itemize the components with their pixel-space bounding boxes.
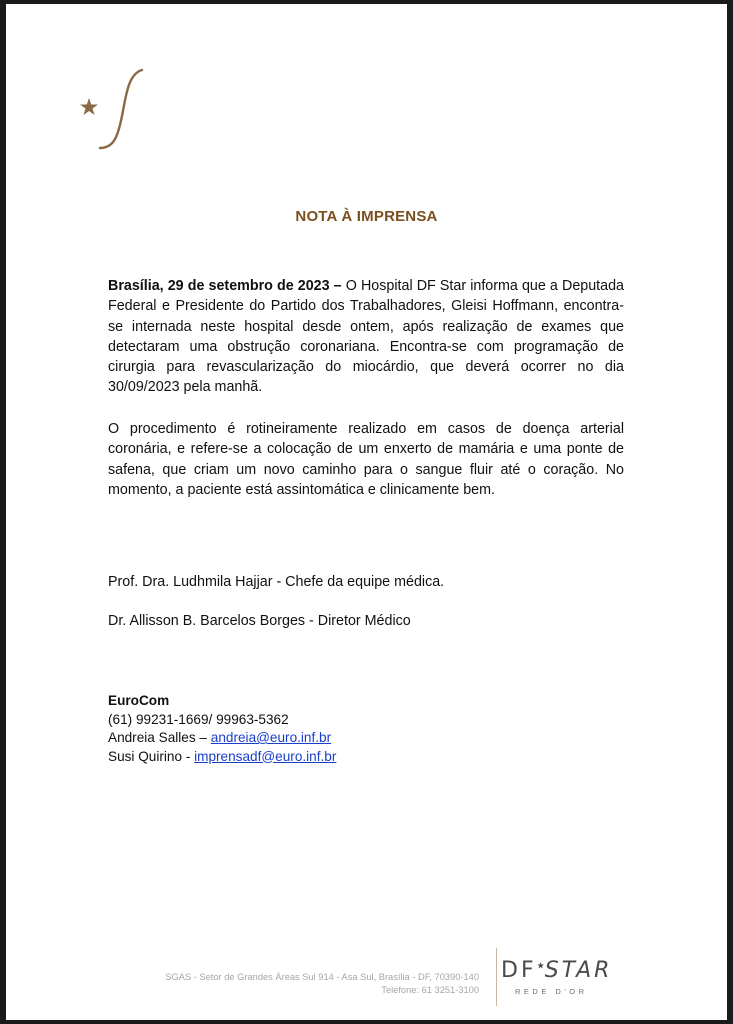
brand-wordmark bbox=[501, 958, 621, 983]
email-link-andreia[interactable]: andreia@euro.inf.br bbox=[210, 730, 332, 745]
brand-star-icon: ★ bbox=[536, 961, 545, 972]
star-integral-logo-icon bbox=[76, 66, 156, 156]
page-title: NOTA À IMPRENSA bbox=[295, 208, 438, 225]
footer-phone: Telefone: 61 3251-3100 bbox=[381, 985, 479, 995]
contact-person-1-name: Andreia Salles – bbox=[108, 730, 211, 745]
press-release-page bbox=[6, 4, 727, 1020]
contact-person-2 bbox=[108, 748, 336, 767]
intro-body: O Hospital DF Star informa que a Deputada Federal e Presidente do Partido dos Trabalhadores, Gleisi Hoffmann, encontra-se internada neste hospital desde ontem, após realização de exames que detectaram uma obstrução coronariana. Encontra-se com programação de cirurgia para revascularização do miocárdio, que deverá ocorrer no dia 30/09/2023 pela manhã. bbox=[108, 278, 624, 396]
dateline: Brasília, 29 de setembro de 2023 – bbox=[108, 278, 342, 294]
contact-person-2-name: Susi Quirino - bbox=[108, 748, 195, 764]
contact-person-1 bbox=[108, 729, 336, 748]
footer-address-block bbox=[165, 971, 479, 997]
footer-address: SGAS - Setor de Grandes Áreas Sul 914 - Asa Sul, Brasília - DF, 70390-140 bbox=[165, 972, 479, 982]
brand-right: STAR bbox=[544, 958, 613, 983]
df-star-brand-logo bbox=[501, 958, 621, 996]
intro-paragraph bbox=[108, 276, 624, 398]
brand-subtitle: REDE D'OR bbox=[515, 987, 588, 996]
email-link-imprensa[interactable]: imprensadf@euro.inf.br bbox=[194, 748, 337, 764]
brand-left: DF bbox=[501, 958, 537, 983]
signature-chief: Prof. Dra. Ludhmila Hajjar - Chefe da equipe médica. bbox=[108, 574, 445, 590]
procedure-paragraph: O procedimento é rotineiramente realizado em casos de doença arterial coronária, e refere-se a colocação de um enxerto de mamária e uma ponte de safena, que criam um novo caminho para o sangue fluir até o coração. No momento, a paciente está assintomática e clinicamente bem. bbox=[108, 421, 624, 498]
signature-director: Dr. Allisson B. Barcelos Borges - Diretor Médico bbox=[108, 613, 411, 629]
contact-org: EuroCom bbox=[108, 693, 170, 708]
contact-phones: (61) 99231-1669/ 99963-5362 bbox=[108, 711, 289, 727]
footer-divider bbox=[496, 948, 497, 1006]
contact-block bbox=[108, 692, 336, 766]
